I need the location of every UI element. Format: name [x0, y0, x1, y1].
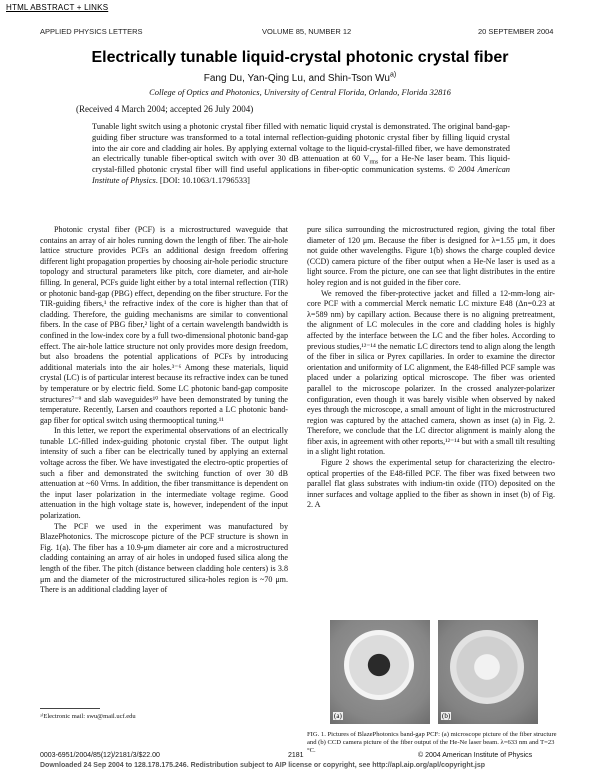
- copyright-line: © 2004 American Institute of Physics: [418, 752, 533, 759]
- author-list: Fang Du, Yan-Qing Lu, and Shin-Tson Wu$^{a)}$: [203, 71, 397, 84]
- volume-number: VOLUME 85, NUMBER 12: [262, 27, 352, 36]
- figure-caption: FIG. 1. Pictures of BlazePhotonics band-gap PCF: (a) microscope picture of the fiber structure and (b) CCD camera picture of the fiber output of the He-Ne laser beam. λ=633 nm and T=23 °C.: [307, 731, 557, 754]
- page-number: 2181: [288, 752, 304, 759]
- footnote-email: ᵃ⁾Electronic mail: swu@mail.ucf.edu: [40, 713, 136, 720]
- right-column: [307, 225, 555, 511]
- paragraph: Figure 2 shows the experimental setup for characterizing the electro-optical properties of the E48-filled PCF. The fiber was fixed between two parallel flat glass substrates with indium-tin oxide (ITO) deposited on the inner surfaces and voltage applied to the fiber as shown in inset (b) of Fig. 2. A: [307, 458, 555, 510]
- footnote-divider: [40, 708, 100, 709]
- paragraph: We removed the fiber-protective jacket and filled a 12-mm-long air-core PCF with a commercial Merck nematic LC mixture E48 (Δn=0.23 at λ=589 nm) by capillary action. Because there is no aligning pretreatment, the alignment of LC molecules in the core and cladding holes is highly affected by the interface between the LC and the fiber holes. According to previous studies,¹²⁻¹⁴ the nematic LC directors tend to align along the length of the fiber in silica or Pyrex capillaries. In order to examine the director orientation and uniformity of LC alignment, the E48-filled PCF sample was placed under a polarizing optical microscope. The fiber was oriented parallel to the microscope polarizer. In the crossed analyzer-polarizer configuration, even though it was barely visible when observed by naked eyes through the microscope, a small amount of light in the microstructured region was captured by the attached camera, shown as inset (a) in Fig. 2. Therefore, we conclude that the LC director alignment is mainly along the fiber axis, in agreement with other reports,¹²⁻¹⁴ but with a small tilt resulting in a slight light rotation.: [307, 288, 555, 457]
- fiber-microscope-image: [330, 620, 430, 724]
- abstract: Tunable light switch using a photonic crystal fiber filled with nematic liquid crystal is demonstrated. The original band-gap-guiding fiber structure was transformed to a total internal reflection-guiding photonic crystal fiber by filling liquid crystal into the air core and cladding air holes. By applying external voltage to the liquid-crystal-filled fiber, we have demonstrated an electrically tunable fiber-optical switch with over 30 dB attenuation at 60 $V_{rms}$ for a He-Ne laser beam. This liquid-crystal-filled photonic crystal fiber will find useful applications in fiber-optic communication systems. © 2004 American Institute of Physics. [DOI: 10.1063/1.1796533]: [92, 122, 510, 185]
- affiliation: College of Optics and Photonics, University of Central Florida, Orlando, Florida 32816: [149, 87, 451, 97]
- author-footnote-mark: a): [390, 71, 397, 79]
- ccd-output-image: [438, 620, 538, 724]
- paragraph: pure silica surrounding the microstructured region, giving the total fiber diameter of 120 μm. Because the fiber is designed for λ=1.55 μm, it does not guide other wavelengths. Figure 1(b) shows the charge coupled device (CCD) camera picture of the fiber output when a He-Ne laser is used as a light source. From the picture, one can see that light distributes in the entire holey region and is not guided in the fiber core.: [307, 225, 555, 287]
- paragraph: In this letter, we report the experimental observations of an electrically tunable LC-filled index-guiding photonic crystal fiber. The output light intensity of such a fiber can be electrically tuned by applying an external voltage across the fiber. We have investigated the electro-optic properties of such a fiber and demonstrated the switching function of over 30 dB attenuation at ~60 Vrms. In addition, the fiber transmittance is dependent on the input laser polarization in the intermediate voltage regime. Good attenuation in the high voltage state is, however, independent of the input polarization.: [40, 426, 288, 521]
- left-column: [40, 225, 288, 596]
- issue-date: 20 SEPTEMBER 2004: [478, 27, 554, 36]
- html-abstract-links[interactable]: HTML ABSTRACT + LINKS: [6, 3, 109, 12]
- issn-line: 0003-6951/2004/85(12)/2181/3/$22.00: [40, 752, 160, 759]
- paper-title: Electrically tunable liquid-crystal photonic crystal fiber: [91, 49, 509, 66]
- paragraph: The PCF we used in the experiment was manufactured by BlazePhotonics. The microscope picture of the PCF structure is shown in Fig. 1(a). The fiber has a 10.9-μm diameter air core and a microstructured cladding containing an array of air holes in undoped fused silica along the length of the fiber. The pitch (distance between cladding hole centers) is 3.8 μm and the diameter of the microstructured silica-holes region is ~70 μm. There is an additional cladding layer of: [40, 521, 288, 595]
- received-dates: (Received 4 March 2004; accepted 26 July 2004): [76, 104, 254, 114]
- panel-label-b: (b): [442, 712, 451, 720]
- journal-name: APPLIED PHYSICS LETTERS: [40, 27, 143, 36]
- figure-1: [330, 620, 540, 724]
- panel-label-a: (a): [334, 712, 342, 720]
- download-notice: Downloaded 24 Sep 2004 to 128.178.175.246. Redistribution subject to AIP license or copyright, see http://apl.aip.org/apl/copyright.jsp: [40, 762, 486, 769]
- paragraph: Photonic crystal fiber (PCF) is a microstructured waveguide that contains an array of air holes running down the length of fiber. The air-hole lattice structure provides PCFs an additional design freedom offering different light propagation properties by choosing air-hole periodic structure topology and structural parameters like pitch, core diameter, and air-hole filling. In general, PCFs guide light either by a total internal reflection (TIR) or photonic band-gap (PBG) effect, depending on the fiber structure. For the TIR-guiding fibers,¹ the refractive index of the core is higher than that of cladding. Therefore, the guiding mechanisms are similar to conventional fibers. In the case of PBG fiber,² light of a certain wavelength bandwidth is confined in the low-index core by a full two-dimensional photonic band-gap effect. The air-hole lattice structure not only provides more design freedom, but also broadens the potential applications of PCFs by introducing additional materials into the air holes.³⁻⁶ Among these materials, liquid crystal (LC) is of particular interest because its refractive index can be tuned by temperature or by electric field. Some LC photonic band-gap composite structures⁷⁻⁹ and slab waveguides¹⁰ have been demonstrated by tuning the temperature. Recently, Larsen and coauthors reported a LC photonic band-gap fiber for optical switch using thermooptical tuning.¹¹: [40, 225, 288, 425]
